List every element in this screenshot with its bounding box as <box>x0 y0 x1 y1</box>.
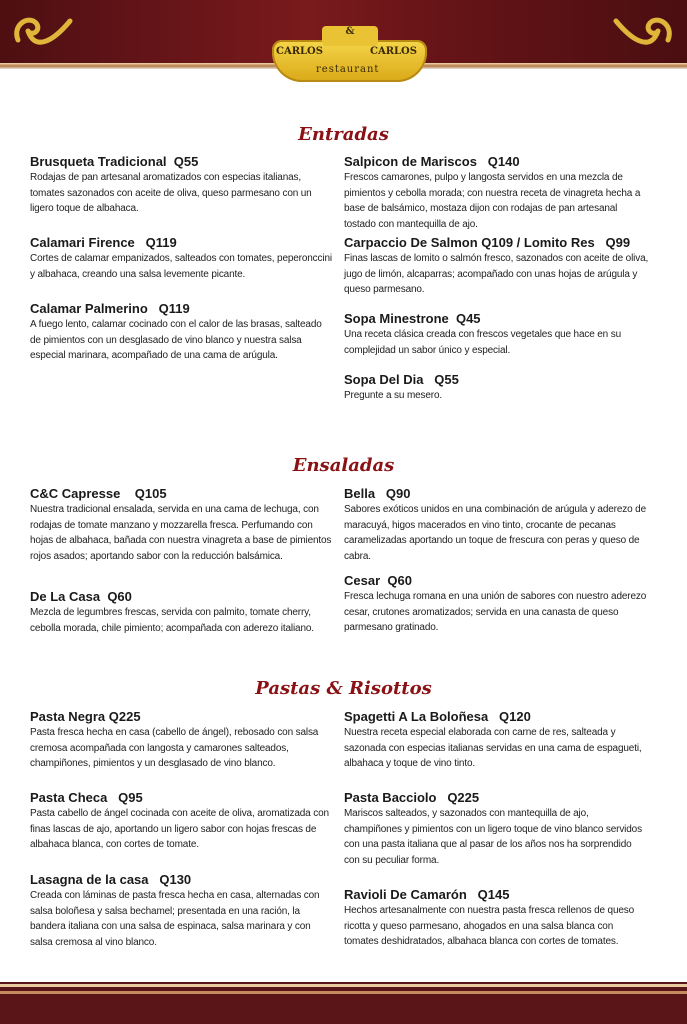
menu-item <box>30 235 335 282</box>
menu-item <box>344 372 649 404</box>
menu-item-description: Pasta cabello de ángel cocinada con aceite de oliva, aromatizada con finas lascas de ajo, aportando un ligero sabor con hojas frescas de albahaca blanca, con cortes de tomate. <box>30 808 329 850</box>
menu-item-name: Spagetti A La Boloñesa Q120 <box>344 709 531 724</box>
menu-item <box>344 709 649 772</box>
menu-item <box>30 709 335 772</box>
menu-item <box>344 486 649 564</box>
menu-item-name: Salpicon de Mariscos Q140 <box>344 154 520 169</box>
menu-item <box>344 154 649 232</box>
menu-item-name: Bella Q90 <box>344 486 411 501</box>
menu-item-name: Pasta Bacciolo Q225 <box>344 790 480 805</box>
footer-band <box>0 982 687 1024</box>
menu-item <box>344 887 649 950</box>
menu-item <box>30 589 335 636</box>
restaurant-logo: & CARLOS CARLOS restaurant <box>252 24 447 100</box>
menu-item-name: Cesar Q60 <box>344 573 412 588</box>
menu-item-name: Lasagna de la casa Q130 <box>30 872 192 887</box>
menu-item-description: Rodajas de pan artesanal aromatizados con especias italianas, tomates sazonados con aceite de oliva, queso parmesano con un ligero toque de albahaca. <box>30 172 312 214</box>
menu-item-name: Pasta Checa Q95 <box>30 790 143 805</box>
menu-item-description: Mariscos salteados, y sazonados con mantequilla de ajo, champiñones y pimientos con un ligero toque de vino blanco servidos con una pasta italiana que al pasar de los años nos ha sorprendido con su peculiar forma. <box>344 808 642 866</box>
menu-item-description: Una receta clásica creada con frescos vegetales que hace en su complejidad un sabor único y especial. <box>344 329 621 356</box>
menu-item <box>30 301 335 364</box>
menu-item <box>344 311 649 358</box>
menu-item-description: Frescos camarones, pulpo y langosta servidos en una mezcla de pimientos y cebolla morada; con nuestra receta de vinagreta hecha a base de balsámico, mostaza dijon con rodajas de pan artesanal tostado con mantequilla de ajo. <box>344 172 641 230</box>
menu-item-description: Sabores exóticos unidos en una combinación de arúgula y aderezo de maracuyá, higos macerados en vino tinto, crocante de pecanas caramelizadas aportando un toque de frescura con peras y queso de cabra. <box>344 504 646 562</box>
menu-item <box>30 486 335 564</box>
menu-item <box>30 790 335 853</box>
menu-item-name: Sopa Minestrone Q45 <box>344 311 481 326</box>
menu-item-description: Finas lascas de lomito o salmón fresco, sazonados con aceite de oliva, jugo de limón, alcaparras; acompañado con unas hojas de arúgula y queso parmesano. <box>344 253 649 295</box>
menu-item-name: Calamari Firence Q119 <box>30 235 177 250</box>
menu-item <box>30 872 335 950</box>
menu-item <box>344 790 649 868</box>
menu-item-name: Calamar Palmerino Q119 <box>30 301 190 316</box>
menu-item-description: A fuego lento, calamar cocinado con el calor de las brasas, salteado de pimientos con un desglasado de vino blanco y nuestra salsa especial marinara, acompañado de una cama de arúgula. <box>30 319 322 361</box>
section-title-pastas-risottos: Pastas & Risottos <box>255 678 432 699</box>
menu-item-description: Pasta fresca hecha en casa (cabello de ángel), rebosado con salsa cremosa acompañada con langosta y camarones salteados, champiñones, pimientos y un desglasado de vino blanco. <box>30 727 319 769</box>
menu-item-name: Pasta Negra Q225 <box>30 709 141 724</box>
menu-item-name: Brusqueta Tradicional Q55 <box>30 154 199 169</box>
menu-item-description: Mezcla de legumbres frescas, servida con palmito, tomate cherry, cebolla morada, chile pimiento; acompañada con aderezo italiano. <box>30 607 314 634</box>
menu-item-description: Cortes de calamar empanizados, salteados con tomates, peperonccini y albahaca, creando una salsa levemente picante. <box>30 253 332 280</box>
menu-item-name: Carpaccio De Salmon Q109 / Lomito Res Q99 <box>344 235 631 250</box>
menu-item-name: Ravioli De Camarón Q145 <box>344 887 510 902</box>
menu-item-name: Sopa Del Dia Q55 <box>344 372 459 387</box>
menu-item <box>344 573 649 636</box>
menu-item-description: Creada con láminas de pasta fresca hecha en casa, alternadas con salsa boloñesa y salsa bechamel; presentada en una ración, la bandera italiana con una salsa de espinaca, salsa marinara y con salsa cremosa al vino blanco. <box>30 890 320 948</box>
section-title-entradas: Entradas <box>298 124 389 145</box>
menu-item-description: Nuestra receta especial elaborada con carne de res, salteada y sazonada con especias italianas servidas en una cama de espagueti, albahaca y toque de vino tinto. <box>344 727 642 769</box>
menu-item <box>344 235 649 298</box>
menu-item-name: De La Casa Q60 <box>30 589 132 604</box>
ornament-left-icon <box>10 5 74 65</box>
menu-item-description: Nuestra tradicional ensalada, servida en una cama de lechuga, con rodajas de tomate manzano y mozzarella fresca. Perfumando con hojas de albahaca, bañada con nuestra vinagreta a base de pimientos rojos asados; aportando sabor con la reducción balsámica. <box>30 504 332 562</box>
menu-item-description: Pregunte a su mesero. <box>344 390 443 401</box>
ornament-right-icon <box>612 5 676 65</box>
menu-item-description: Hechos artesanalmente con nuestra pasta fresca rellenos de queso ricotta y queso parmesano, ahogados en una salsa blanca con tomates deshidratados, albahaca blanca con cortes de tomates. <box>344 905 635 947</box>
section-title-ensaladas: Ensaladas <box>292 455 395 476</box>
menu-item-name: C&C Capresse Q105 <box>30 486 167 501</box>
menu-item <box>30 154 335 217</box>
menu-item-description: Fresca lechuga romana en una unión de sabores con nuestro aderezo cesar, crutones aromatizados; servida en una canasta de queso parmesano gratinado. <box>344 591 647 633</box>
